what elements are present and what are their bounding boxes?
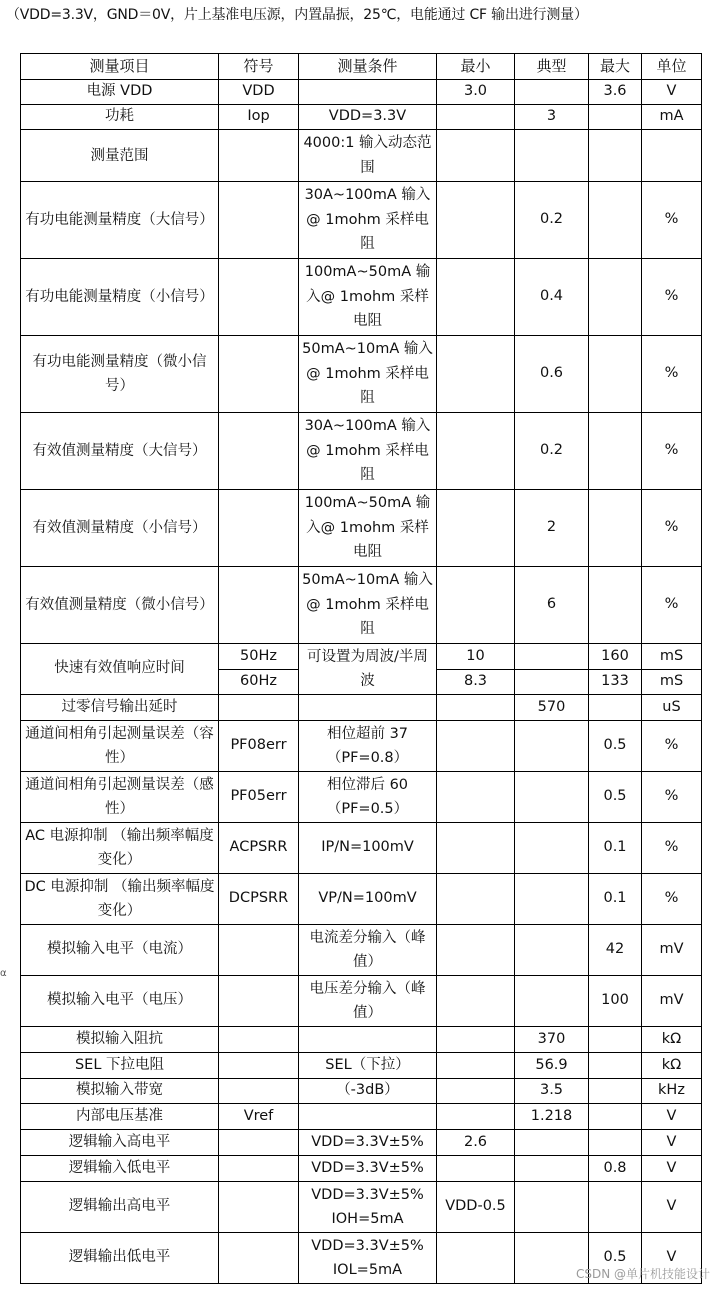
cell-unit: % xyxy=(642,823,702,874)
cell-item: 内部电压基准 xyxy=(21,1104,219,1130)
cell-max xyxy=(589,130,642,182)
cell-item: 通道间相角引起测量误差（容性） xyxy=(21,721,219,772)
cell-condition xyxy=(299,695,437,721)
cell-unit: mV xyxy=(642,925,702,976)
cell-max: 0.1 xyxy=(589,874,642,925)
cell-condition: 电流差分输入（峰值） xyxy=(299,925,437,976)
cell-item: 逻辑输入高电平 xyxy=(21,1130,219,1156)
cell-unit: % xyxy=(642,182,702,259)
cell-unit: kHz xyxy=(642,1079,702,1104)
cell-max: 0.5 xyxy=(589,772,642,823)
cell-item: 有效值测量精度（大信号） xyxy=(21,413,219,490)
cell-min xyxy=(437,1233,515,1284)
cell-item: 快速有效值响应时间 xyxy=(21,644,219,695)
cell-condition: 50mA~10mA 输入@ 1mohm 采样电阻 xyxy=(299,567,437,644)
header-condition: 测量条件 xyxy=(299,54,437,80)
cell-max: 3.6 xyxy=(589,80,642,105)
cell-symbol: 50Hz xyxy=(219,644,299,670)
table-row xyxy=(21,772,702,823)
cell-max xyxy=(589,413,642,490)
table-row xyxy=(21,874,702,925)
cell-max xyxy=(589,567,642,644)
cell-symbol xyxy=(219,1182,299,1233)
cell-symbol xyxy=(219,1233,299,1284)
cell-min xyxy=(437,130,515,182)
cell-typ xyxy=(515,772,589,823)
cell-symbol xyxy=(219,567,299,644)
header-typ: 典型 xyxy=(515,54,589,80)
cell-item: 有功电能测量精度（小信号） xyxy=(21,259,219,336)
cell-unit: mS xyxy=(642,670,702,695)
header-symbol: 符号 xyxy=(219,54,299,80)
cell-condition: 可设置为周波/半周波 xyxy=(299,644,437,695)
cell-unit xyxy=(642,130,702,182)
cell-symbol xyxy=(219,695,299,721)
cell-unit: kΩ xyxy=(642,1027,702,1053)
table-row xyxy=(21,490,702,567)
cell-typ: 3 xyxy=(515,105,589,130)
table-row xyxy=(21,1130,702,1156)
table-row xyxy=(21,1027,702,1053)
header-max: 最大 xyxy=(589,54,642,80)
cell-max xyxy=(589,1053,642,1079)
cell-min xyxy=(437,772,515,823)
cell-symbol: Iop xyxy=(219,105,299,130)
cell-max xyxy=(589,1027,642,1053)
cell-symbol xyxy=(219,1130,299,1156)
cell-min xyxy=(437,823,515,874)
cell-min xyxy=(437,695,515,721)
cell-max xyxy=(589,490,642,567)
table-row xyxy=(21,1053,702,1079)
cell-max xyxy=(589,1182,642,1233)
cell-condition: 电压差分输入（峰值） xyxy=(299,976,437,1027)
cell-condition: 100mA~50mA 输入@ 1mohm 采样电阻 xyxy=(299,490,437,567)
cell-typ: 0.6 xyxy=(515,336,589,413)
cell-unit: V xyxy=(642,80,702,105)
cell-typ: 56.9 xyxy=(515,1053,589,1079)
cell-max: 0.5 xyxy=(589,1233,642,1284)
cell-min: 3.0 xyxy=(437,80,515,105)
cell-max: 0.1 xyxy=(589,823,642,874)
cell-condition: VDD=3.3V±5% IOH=5mA xyxy=(299,1182,437,1233)
table-row xyxy=(21,721,702,772)
cell-typ xyxy=(515,1130,589,1156)
cell-min: 8.3 xyxy=(437,670,515,695)
table-row xyxy=(21,567,702,644)
cell-typ: 370 xyxy=(515,1027,589,1053)
cell-typ xyxy=(515,130,589,182)
cell-unit: V xyxy=(642,1104,702,1130)
cell-typ xyxy=(515,80,589,105)
cell-condition: 4000:1 输入动态范围 xyxy=(299,130,437,182)
cell-condition: 50mA~10mA 输入@ 1mohm 采样电阻 xyxy=(299,336,437,413)
cell-max: 0.5 xyxy=(589,721,642,772)
cell-item: 有功电能测量精度（大信号） xyxy=(21,182,219,259)
cell-unit: % xyxy=(642,721,702,772)
cell-typ: 0.2 xyxy=(515,182,589,259)
cell-typ xyxy=(515,823,589,874)
cell-min xyxy=(437,1104,515,1130)
cell-item: 模拟输入电平（电压） xyxy=(21,976,219,1027)
cell-item: DC 电源抑制 （输出频率幅度变化） xyxy=(21,874,219,925)
cell-symbol xyxy=(219,259,299,336)
cell-symbol xyxy=(219,182,299,259)
cell-symbol xyxy=(219,925,299,976)
cell-min xyxy=(437,182,515,259)
cell-item: 有效值测量精度（小信号） xyxy=(21,490,219,567)
cell-unit: % xyxy=(642,772,702,823)
cell-typ xyxy=(515,925,589,976)
table-row xyxy=(21,80,702,105)
cell-max xyxy=(589,695,642,721)
cell-symbol xyxy=(219,490,299,567)
cell-max xyxy=(589,105,642,130)
cell-max: 42 xyxy=(589,925,642,976)
cell-condition: （-3dB） xyxy=(299,1079,437,1104)
cell-unit: mA xyxy=(642,105,702,130)
cell-condition: 30A~100mA 输入@ 1mohm 采样电阻 xyxy=(299,413,437,490)
cell-unit: % xyxy=(642,259,702,336)
cell-min xyxy=(437,721,515,772)
cell-unit: V xyxy=(642,1182,702,1233)
table-row xyxy=(21,1079,702,1104)
header-unit: 单位 xyxy=(642,54,702,80)
cell-item: 功耗 xyxy=(21,105,219,130)
cell-unit: kΩ xyxy=(642,1053,702,1079)
cell-unit: % xyxy=(642,490,702,567)
cell-item: 电源 VDD xyxy=(21,80,219,105)
cell-min xyxy=(437,1156,515,1182)
electrical-characteristics-table xyxy=(20,53,702,1284)
cell-condition: 30A~100mA 输入@ 1mohm 采样电阻 xyxy=(299,182,437,259)
table-row xyxy=(21,182,702,259)
cell-condition xyxy=(299,1027,437,1053)
cell-min: 10 xyxy=(437,644,515,670)
cell-condition: VDD=3.3V±5% IOL=5mA xyxy=(299,1233,437,1284)
cell-typ xyxy=(515,874,589,925)
table-row xyxy=(21,644,702,670)
cell-max xyxy=(589,336,642,413)
cell-unit: % xyxy=(642,874,702,925)
header-item: 测量项目 xyxy=(21,54,219,80)
cell-min xyxy=(437,874,515,925)
cell-typ xyxy=(515,1156,589,1182)
side-mark: α xyxy=(0,968,7,979)
cell-condition: 相位滞后 60（PF=0.5） xyxy=(299,772,437,823)
cell-max xyxy=(589,259,642,336)
cell-unit: mS xyxy=(642,644,702,670)
cell-item: 逻辑输出低电平 xyxy=(21,1233,219,1284)
cell-unit: % xyxy=(642,567,702,644)
table-row xyxy=(21,259,702,336)
cell-typ: 6 xyxy=(515,567,589,644)
cell-min xyxy=(437,976,515,1027)
cell-max xyxy=(589,1130,642,1156)
cell-symbol: VDD xyxy=(219,80,299,105)
cell-min xyxy=(437,105,515,130)
cell-condition: IP/N=100mV xyxy=(299,823,437,874)
cell-unit: V xyxy=(642,1156,702,1182)
cell-max: 100 xyxy=(589,976,642,1027)
cell-condition: VDD=3.3V±5% xyxy=(299,1156,437,1182)
cell-item: SEL 下拉电阻 xyxy=(21,1053,219,1079)
cell-symbol: Vref xyxy=(219,1104,299,1130)
cell-symbol xyxy=(219,413,299,490)
cell-symbol xyxy=(219,336,299,413)
cell-max xyxy=(589,1079,642,1104)
cell-typ xyxy=(515,1182,589,1233)
cell-condition: VDD=3.3V xyxy=(299,105,437,130)
cell-unit: uS xyxy=(642,695,702,721)
cell-min xyxy=(437,567,515,644)
cell-typ xyxy=(515,670,589,695)
cell-min xyxy=(437,259,515,336)
cell-typ: 0.2 xyxy=(515,413,589,490)
table-row xyxy=(21,1104,702,1130)
cell-condition: VDD=3.3V±5% xyxy=(299,1130,437,1156)
table-row xyxy=(21,823,702,874)
spec-conditions-note: （VDD=3.3V，GND＝0V，片上基准电压源，内置晶振，25℃，电能通过 CF 输出进行测量） xyxy=(6,7,588,23)
cell-item: 模拟输入阻抗 xyxy=(21,1027,219,1053)
cell-typ xyxy=(515,976,589,1027)
cell-item: 逻辑输入低电平 xyxy=(21,1156,219,1182)
table-row xyxy=(21,1182,702,1233)
cell-max: 133 xyxy=(589,670,642,695)
cell-unit: mV xyxy=(642,976,702,1027)
table-row xyxy=(21,925,702,976)
table-row xyxy=(21,413,702,490)
cell-condition xyxy=(299,80,437,105)
cell-unit: % xyxy=(642,336,702,413)
cell-symbol: PF05err xyxy=(219,772,299,823)
cell-symbol: ACPSRR xyxy=(219,823,299,874)
cell-symbol xyxy=(219,1079,299,1104)
cell-unit: % xyxy=(642,413,702,490)
cell-typ: 570 xyxy=(515,695,589,721)
cell-max xyxy=(589,1104,642,1130)
cell-max: 0.8 xyxy=(589,1156,642,1182)
cell-min: 2.6 xyxy=(437,1130,515,1156)
cell-item: 测量范围 xyxy=(21,130,219,182)
cell-condition: 相位超前 37（PF=0.8） xyxy=(299,721,437,772)
cell-symbol xyxy=(219,1027,299,1053)
cell-item: AC 电源抑制 （输出频率幅度变化） xyxy=(21,823,219,874)
cell-typ xyxy=(515,721,589,772)
cell-item: 模拟输入电平（电流） xyxy=(21,925,219,976)
cell-typ xyxy=(515,644,589,670)
cell-condition: 100mA~50mA 输入@ 1mohm 采样电阻 xyxy=(299,259,437,336)
cell-typ: 2 xyxy=(515,490,589,567)
table-row xyxy=(21,695,702,721)
table-row xyxy=(21,336,702,413)
cell-item: 逻辑输出高电平 xyxy=(21,1182,219,1233)
cell-condition xyxy=(299,1104,437,1130)
cell-item: 过零信号输出延时 xyxy=(21,695,219,721)
cell-min xyxy=(437,490,515,567)
cell-min xyxy=(437,413,515,490)
cell-min xyxy=(437,1027,515,1053)
cell-min xyxy=(437,1053,515,1079)
cell-condition: SEL（下拉） xyxy=(299,1053,437,1079)
table-row xyxy=(21,130,702,182)
cell-symbol: PF08err xyxy=(219,721,299,772)
cell-item: 模拟输入带宽 xyxy=(21,1079,219,1104)
cell-typ: 3.5 xyxy=(515,1079,589,1104)
cell-min xyxy=(437,336,515,413)
cell-typ: 0.4 xyxy=(515,259,589,336)
cell-symbol: 60Hz xyxy=(219,670,299,695)
cell-unit: V xyxy=(642,1130,702,1156)
cell-max xyxy=(589,182,642,259)
cell-symbol xyxy=(219,1053,299,1079)
cell-symbol xyxy=(219,130,299,182)
cell-min: VDD-0.5 xyxy=(437,1182,515,1233)
cell-symbol xyxy=(219,1156,299,1182)
table-row xyxy=(21,1156,702,1182)
cell-item: 通道间相角引起测量误差（感性） xyxy=(21,772,219,823)
cell-min xyxy=(437,1079,515,1104)
watermark: CSDN @单片机技能设计 xyxy=(575,1267,710,1281)
table-header-row xyxy=(21,54,702,80)
cell-max: 160 xyxy=(589,644,642,670)
header-min: 最小 xyxy=(437,54,515,80)
cell-typ: 1.218 xyxy=(515,1104,589,1130)
cell-item: 有效值测量精度（微小信号） xyxy=(21,567,219,644)
cell-symbol: DCPSRR xyxy=(219,874,299,925)
cell-symbol xyxy=(219,976,299,1027)
cell-item: 有功电能测量精度（微小信号） xyxy=(21,336,219,413)
cell-unit: V xyxy=(642,1233,702,1284)
cell-min xyxy=(437,925,515,976)
cell-condition: VP/N=100mV xyxy=(299,874,437,925)
table-row xyxy=(21,105,702,130)
table-row xyxy=(21,976,702,1027)
